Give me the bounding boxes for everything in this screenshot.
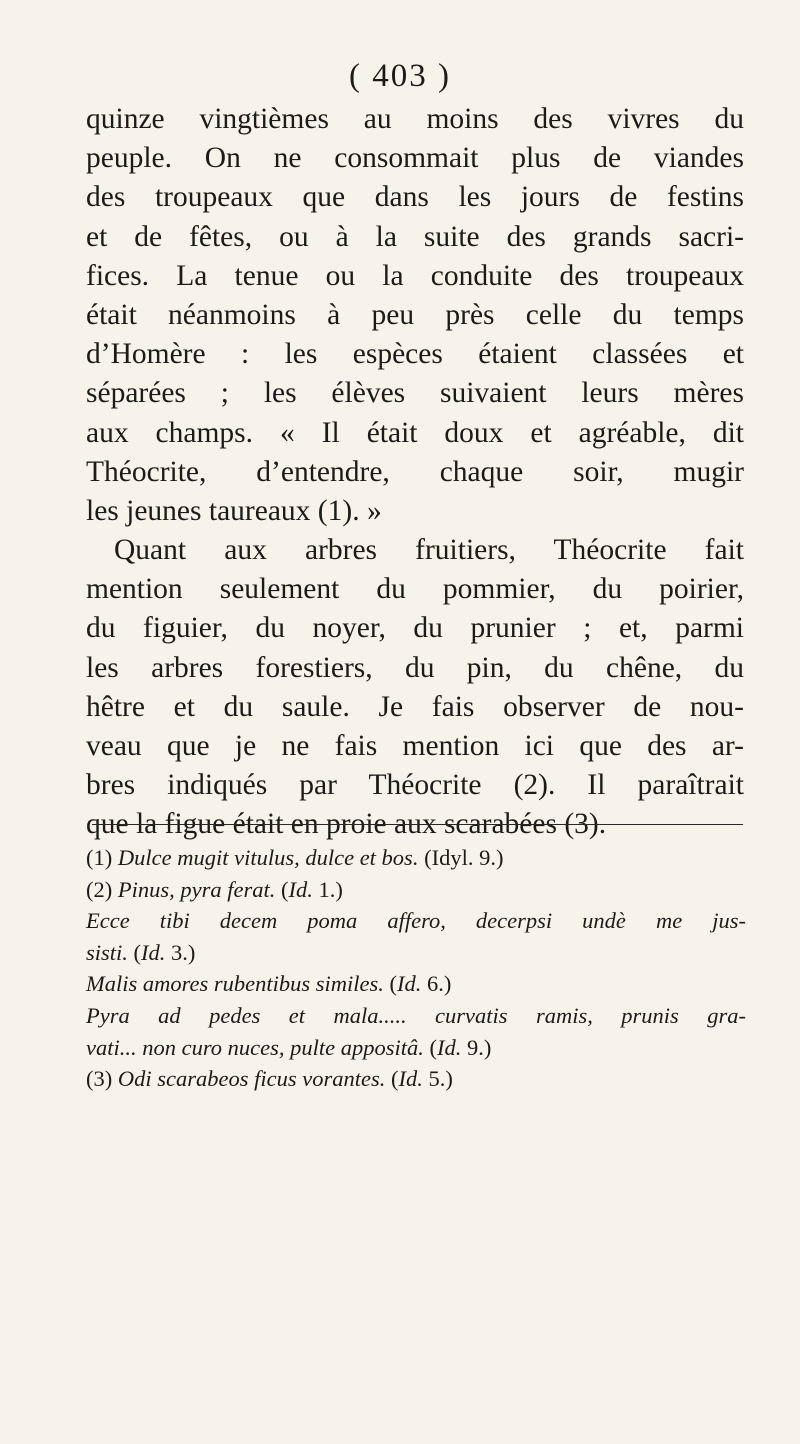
footnote-1	[86, 842, 746, 874]
body-line: des troupeaux que dans les jours de festins	[86, 181, 744, 214]
footnotes	[86, 842, 746, 1095]
body-line: que la figue était en proie aux scarabées (3).	[86, 808, 607, 841]
body-line: aux champs. « Il était doux et agréable, dit	[86, 416, 744, 449]
footnote-quote: vati... non curo nuces, pulte appositâ.	[86, 1034, 424, 1060]
body-text	[86, 100, 744, 845]
footnote-quote: Pinus, pyra ferat.	[117, 876, 276, 902]
footnote-ref-id: Id.	[288, 876, 313, 902]
footnote-marker: (1)	[86, 845, 113, 870]
footnote-quote: Malis amores rubentibus similes.	[86, 971, 384, 997]
footnote-2-line	[86, 937, 746, 969]
footnote-ref-open: (	[281, 876, 289, 902]
footnote-ref-close: 9.)	[461, 1034, 492, 1060]
footnote-2-line: Pyra ad pedes et mala..... curvatis ramis, prunis gra-	[86, 1002, 746, 1028]
footnote-ref-open: (	[385, 1066, 399, 1092]
footnote-ref-close: 6.)	[421, 971, 452, 997]
body-line: séparées ; les élèves suivaient leurs mères	[86, 377, 744, 410]
footnote-marker: (2)	[86, 876, 113, 902]
footnote-ref-open: (	[383, 971, 398, 997]
body-line: Théocrite, d’entendre, chaque soir, mugir	[86, 455, 744, 488]
body-line: les jeunes taureaux (1). »	[86, 494, 382, 527]
body-line: peuple. On ne consommait plus de viandes	[86, 142, 744, 175]
footnote-ref-close: 1.)	[312, 876, 343, 902]
footnote-reference: (Idyl. 9.)	[424, 845, 504, 870]
footnote-divider	[92, 824, 743, 825]
footnote-ref-close: 5.)	[422, 1066, 453, 1092]
footnote-ref-id: Id.	[398, 1066, 423, 1092]
body-line: hêtre et du saule. Je fais observer de nou-	[86, 690, 744, 723]
footnote-ref-open: (	[127, 939, 142, 965]
footnote-3	[86, 1063, 746, 1095]
body-line: et de fêtes, ou à la suite des grands sacri-	[86, 220, 744, 253]
footnote-ref-open: (	[423, 1034, 437, 1060]
footnote-2-line	[86, 1032, 746, 1064]
footnote-2-line	[86, 968, 746, 1000]
body-line: était néanmoins à peu près celle du temps	[86, 298, 744, 331]
footnote-quote: sisti.	[86, 939, 128, 965]
footnote-2	[86, 874, 746, 906]
body-line: quinze vingtièmes au moins des vivres du	[86, 103, 744, 135]
footnote-ref-id: Id.	[141, 939, 166, 965]
body-line: fices. La tenue ou la conduite des troupeaux	[86, 259, 744, 292]
footnote-ref-id: Id.	[437, 1034, 462, 1060]
footnote-ref-id: Id.	[397, 971, 422, 997]
body-line: bres indiqués par Théocrite (2). Il paraîtrait	[86, 769, 744, 802]
footnote-ref-close: 3.)	[165, 939, 196, 965]
body-line: d’Homère : les espèces étaient classées et	[86, 338, 744, 371]
footnote-quote: Odi scarabeos ficus vorantes.	[117, 1066, 386, 1092]
footnote-marker: (3)	[86, 1066, 113, 1092]
footnote-quote: Dulce mugit vitulus, dulce et bos.	[117, 845, 419, 870]
body-line: du figuier, du noyer, du prunier ; et, parmi	[86, 612, 744, 645]
body-line: Quant aux arbres fruitiers, Théocrite fait	[114, 534, 744, 567]
body-line: veau que je ne fais mention ici que des ar-	[86, 730, 744, 762]
body-line: mention seulement du pommier, du poirier,	[86, 573, 744, 606]
page-number: ( 403 )	[349, 58, 451, 94]
body-line: les arbres forestiers, du pin, du chêne, du	[86, 651, 744, 684]
footnote-2-line: Ecce tibi decem poma affero, decerpsi undè me jus-	[86, 908, 746, 934]
